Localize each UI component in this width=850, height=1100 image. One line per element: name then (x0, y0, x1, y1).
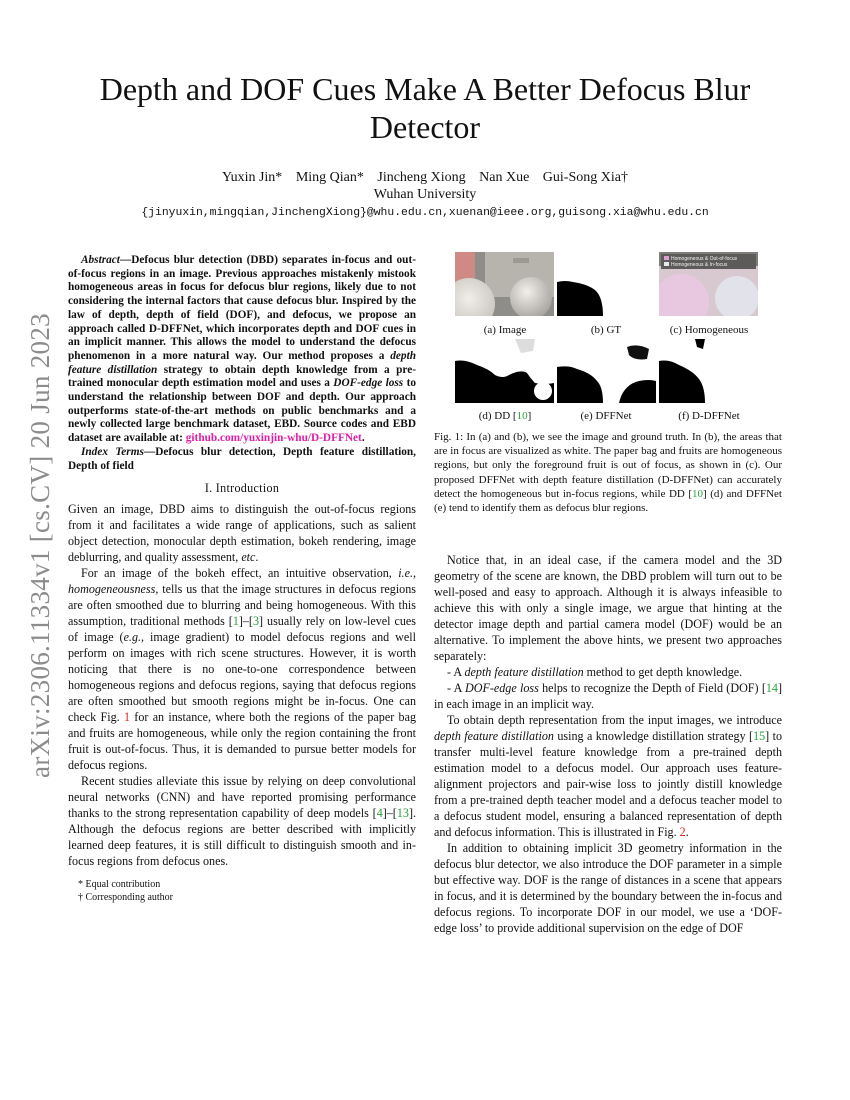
citation-link[interactable]: 3 (252, 614, 260, 629)
footnotes (68, 878, 416, 904)
panel-homogeneous (659, 252, 758, 316)
citation-link[interactable]: 10 (692, 487, 704, 500)
list-item: - A DOF-edge loss helps to recognize the Depth of Field (DOF) [14] in each image in an implicit way. (434, 681, 782, 711)
citation-link[interactable]: 1 (232, 614, 239, 629)
figure-caption: Fig. 1: In (a) and (b), we see the image and ground truth. In (b), the areas that are in focus are visualized as white. The paper bag and fruits are homogeneous regions, but only the foreground fruit is out of focus, as shown in (c). Our proposed DFFNet with depth feature distillation (D-DFFNet) can accurately detect the homogeneous but in-focus regions, while DD [10] (d) and DFFNet (e) tend to identify them as defocus blur regions. (434, 431, 782, 515)
abstract: Abstract—Defocus blur detection (DBD) separates in-focus and out-of-focus regions in an image. Previous approaches mistakenly mistook homogeneous areas in focus for defocus blur regions, likely due to not considering the internal factors that cause defocus blur. Inspired by the law of depth, depth of field (DOF), and defocus, we propose an approach called D-DFFNet, which incorporates depth and DOF cues in an implicit manner. This allows the model to understand the defocus phenomenon in a more natural way. Our method proposes a depth feature distillation strategy to obtain depth knowledge from a pre-trained monocular depth estimation model and uses a DOF-edge loss to understand the relationship between DOF and depth. Our approach outperforms state-of-the-art methods on public benchmarks and a newly collected large benchmark dataset, EBD. Source codes and EBD dataset are available at: github.com/yuxinjin-whu/D-DFFNet. (68, 254, 416, 445)
paragraph: In addition to obtaining implicit 3D geometry information in the defocus blur detector, we also introduce the DOF parameter in a simple but effective way. DOF is the range of distances in a scene that appears in focus, and it is determined by the boundary between the in-focus and defocus regions. To incorporate DOF in our model, we use a ‘DOF-edge loss’ to provide additional supervision on the edge of DOF (434, 841, 782, 935)
mask-homogeneous (659, 252, 758, 316)
photo-image (455, 252, 554, 316)
mask-d-dffnet (659, 339, 758, 403)
footnote: † Corresponding author (78, 892, 173, 904)
panel-gt (557, 252, 656, 316)
panel-d-dffnet (659, 339, 758, 403)
section-heading: I. Introduction (204, 481, 280, 496)
paragraph: For an image of the bokeh effect, an intuitive observation, i.e., homogeneousness, tells us that the image structures in defocus regions are often smoothed due to blurring and being homogeneous. With this assumption, traditional methods [1]–[3] usually rely on low-level cues of image (e.g., image gradient) to model defocus regions and well perform on images with rich scene structures. However, it is worth noticing that there is no one-to-one correspondence between homogeneous regions and defocus regions, saying that defocus regions are often smoothed but smooth regions might be in-focus. One can check Fig. 1 for an instance, where both the regions of the paper bag and fruits are homogeneous, while only the region containing the front fruit is out-of-focus. Thus, it is demanded to pursue better models for defocus regions. (68, 566, 416, 773)
panel-dffnet (557, 339, 656, 403)
affiliation: Wuhan University (373, 187, 477, 202)
arxiv-id: arXiv:2306.11334v1 [cs.CV] 20 Jun 2023 (24, 312, 55, 778)
mask-dd (455, 339, 554, 403)
caption-a: (a) Image (483, 324, 527, 336)
abstract-label: Abstract (81, 254, 120, 266)
caption-b: (b) GT (590, 324, 622, 336)
citation-link[interactable]: 15 (753, 729, 766, 743)
index-terms: Index Terms—Defocus blur detection, Depth feature distillation, Depth of field (68, 445, 416, 472)
left-column (68, 254, 416, 904)
author-emails: {jinyuxin,mingqian,JinchengXiong}@whu.edu.cn,xuenan@ieee.org,guisong.xia@whu.edu.cn (141, 207, 709, 219)
caption-f: (f) D-DFFNet (678, 410, 740, 422)
paragraph: To obtain depth representation from the input images, we introduce depth feature distillation using a knowledge distillation strategy [15] to transfer multi-level feature knowledge from a pre-trained depth estimation model to a defocus model. Our approach uses feature-alignment projectors and pair-wise loss to jointly distill knowledge from a pre-trained depth teacher model and a defocus teacher model to a defocus student model, ensuring a balanced representation of depth and defocus information. This is illustrated in Fig. 2. (434, 713, 782, 839)
citation-link[interactable]: 10 (516, 410, 528, 422)
author: Yuxin Jin* (222, 170, 283, 185)
panel-image (455, 252, 554, 316)
paragraph: Given an image, DBD aims to distinguish the out-of-focus regions from it and facilitates a wide range of applications, such as salient object detection, monocular depth estimation, bokeh rendering, image deblurring, and quality assessment, etc. (68, 502, 416, 565)
author-list (0, 170, 850, 186)
paper-title: Depth and DOF Cues Make A Better Defocus Blur Detector (99, 71, 751, 145)
panel-dd (455, 339, 554, 403)
figure-link[interactable]: 2 (679, 825, 686, 839)
code-link[interactable]: github.com/yuxinjin-whu/D-DFFNet (185, 432, 362, 445)
mask-dffnet (557, 339, 656, 403)
author: Jincheng Xiong (377, 170, 466, 185)
legend-out-of-focus: Homogeneous & Out-of-focus (671, 256, 738, 262)
author: Nan Xue (479, 170, 530, 185)
citation-link[interactable]: 13 (396, 806, 409, 821)
citation-link[interactable]: 14 (765, 681, 778, 695)
figure-1 (455, 252, 755, 427)
author: Ming Qian* (295, 170, 364, 185)
caption-e: (e) DFFNet (580, 410, 632, 422)
paragraph: Recent studies alleviate this issue by relying on deep convolutional neural networks (CNN) and have reported promising performance thanks to the strong representation capability of deep models [4]–[13]. Although the defocus regions are better described with implicitly learned deep features, it is still difficult to distinguish smooth and in-focus regions from defocus ones. (68, 774, 416, 869)
right-column (434, 552, 782, 936)
legend-in-focus: Homogeneous & In-focus (671, 262, 728, 268)
footnote: * Equal contribution (78, 879, 161, 891)
paragraph: Notice that, in an ideal case, if the camera model and the 3D geometry of the scene are known, the DBD problem will turn out to be well-posed and easy to approach. Although it is always infeasible to achieve this with only a single image, we argue that hinting at the detector image depth and partial camera model (DOF) would be an alternative. To implement the above hints, we present two approaches separately: (434, 553, 782, 663)
figure-link[interactable]: 1 (123, 710, 130, 725)
caption-c: (c) Homogeneous (669, 324, 749, 336)
mask-gt (557, 252, 656, 316)
arxiv-stamp (18, 290, 62, 800)
author: Gui-Song Xia† (542, 170, 628, 185)
caption-d: (d) DD [10] (478, 410, 532, 422)
list-item: - A depth feature distillation method to get depth knowledge. (447, 665, 743, 679)
citation-link[interactable]: 4 (376, 806, 383, 821)
